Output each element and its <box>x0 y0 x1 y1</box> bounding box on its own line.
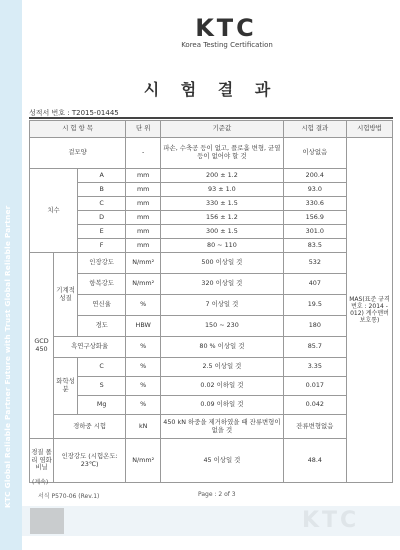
standard: 450 kN 하중을 제거하였을 때 잔류변형이 없을 것 <box>161 415 283 439</box>
standard: 156 ± 1.2 <box>161 211 283 225</box>
item: 연신율 <box>78 295 126 316</box>
table-row <box>30 138 393 169</box>
side-band <box>0 0 22 550</box>
ktc-logo: KTC <box>195 14 257 42</box>
unit: N/mm² <box>126 253 161 274</box>
mechanical-label: 기계적 성질 <box>54 253 78 337</box>
unit: mm <box>126 183 161 197</box>
dimension-sub: B <box>78 183 126 197</box>
standard: 80 ~ 110 <box>161 239 283 253</box>
table-row <box>30 439 393 483</box>
standard: 200 ± 1.2 <box>161 169 283 183</box>
table-row <box>30 169 393 183</box>
ktc-watermark: KTC <box>302 508 360 533</box>
header-method: 시험방법 <box>347 121 393 138</box>
standard: 파손, 수축공 등이 없고, 플로흘 변형, 균열 등이 없어야 할 것 <box>161 138 283 169</box>
result: 48.4 <box>283 439 346 483</box>
unit: HBW <box>126 316 161 337</box>
result: 301.0 <box>283 225 346 239</box>
standard: 320 이상일 것 <box>161 274 283 295</box>
table-header-row <box>30 121 393 138</box>
table-row <box>30 316 393 337</box>
unit: mm <box>126 197 161 211</box>
continued-note: (계속) <box>32 479 49 486</box>
standard: 0.02 이하일 것 <box>161 377 283 396</box>
result: 156.9 <box>283 211 346 225</box>
unit: mm <box>126 225 161 239</box>
chemical-label: 화학성 분 <box>54 358 78 415</box>
unit: - <box>126 138 161 169</box>
result: 83.5 <box>283 239 346 253</box>
item-load: 경하중 시험 <box>54 415 126 439</box>
form-number: 서식 P570-06 (Rev.1) <box>38 493 100 500</box>
item-tensile: 인장강도 (시험온도: 23℃) <box>54 439 126 483</box>
result: 330.6 <box>283 197 346 211</box>
dimension-sub: D <box>78 211 126 225</box>
unit: % <box>126 396 161 415</box>
standard: 80 % 이상일 것 <box>161 337 283 358</box>
table-row <box>30 396 393 415</box>
result: 407 <box>283 274 346 295</box>
header-result: 시험 결과 <box>283 121 346 138</box>
dimension-sub: F <box>78 239 126 253</box>
standard: 330 ± 1.5 <box>161 197 283 211</box>
result: 3.35 <box>283 358 346 377</box>
item: 항복강도 <box>78 274 126 295</box>
unit: % <box>126 337 161 358</box>
standard: 500 이상일 것 <box>161 253 283 274</box>
method-cell: MAS(표준 규격 번호 : 2014 - 012) 계수맨버 보호통) <box>347 138 393 483</box>
header-rule <box>29 117 393 119</box>
table-row <box>30 337 393 358</box>
standard: 150 ~ 230 <box>161 316 283 337</box>
item: Mg <box>78 396 126 415</box>
table-row <box>30 239 393 253</box>
table-row <box>30 377 393 396</box>
standard: 93 ± 1.0 <box>161 183 283 197</box>
result: 이상없음 <box>283 138 346 169</box>
report-number: 성적서 번호 : T2015-01445 <box>29 109 119 117</box>
unit: % <box>126 358 161 377</box>
page-number: Page : 2 of 3 <box>198 491 236 498</box>
logo-subtitle: Korea Testing Certification <box>181 41 273 49</box>
unit: % <box>126 295 161 316</box>
table-row <box>30 225 393 239</box>
side-band-text: KTC Global Reliable Partner Future with Trust Global Reliable Partner <box>3 205 12 508</box>
item-appearance: 겉모양 <box>30 138 126 169</box>
table-row <box>30 295 393 316</box>
table-row <box>30 211 393 225</box>
result: 200.4 <box>283 169 346 183</box>
header-item: 시 험 항 목 <box>30 121 126 138</box>
result: 19.5 <box>283 295 346 316</box>
result: 532 <box>283 253 346 274</box>
unit: mm <box>126 211 161 225</box>
unit: % <box>126 377 161 396</box>
stamp-image <box>30 508 64 534</box>
standard: 45 이상일 것 <box>161 439 283 483</box>
item: C <box>78 358 126 377</box>
table-row <box>30 253 393 274</box>
dimension-sub: A <box>78 169 126 183</box>
table-row <box>30 183 393 197</box>
document-page <box>22 0 400 550</box>
item: 인장강도 <box>78 253 126 274</box>
dimension-sub: C <box>78 197 126 211</box>
results-table <box>29 120 393 483</box>
standard: 0.09 이하일 것 <box>161 396 283 415</box>
item: 경도 <box>78 316 126 337</box>
table-row <box>30 358 393 377</box>
result: 잔류변형없음 <box>283 415 346 439</box>
unit: kN <box>126 415 161 439</box>
standard: 300 ± 1.5 <box>161 225 283 239</box>
gcd-label: GCD 450 <box>30 253 54 439</box>
item: S <box>78 377 126 396</box>
result: 0.017 <box>283 377 346 396</box>
result: 180 <box>283 316 346 337</box>
table-row <box>30 274 393 295</box>
result: 85.7 <box>283 337 346 358</box>
standard: 2.5 이상일 것 <box>161 358 283 377</box>
item-graphite: 흑연구상화율 <box>54 337 126 358</box>
table-row <box>30 197 393 211</box>
unit: N/mm² <box>126 439 161 483</box>
unit: mm <box>126 169 161 183</box>
result: 93.0 <box>283 183 346 197</box>
result: 0.042 <box>283 396 346 415</box>
dimension-sub: E <box>78 225 126 239</box>
header-standard: 기준값 <box>161 121 283 138</box>
table-row <box>30 415 393 439</box>
hardening-label: 경질 폴리 염화 비닐 <box>30 439 54 483</box>
dimension-label: 치수 <box>30 169 78 253</box>
header-unit: 단 위 <box>126 121 161 138</box>
unit: N/mm² <box>126 274 161 295</box>
page-title: 시 험 결 과 <box>143 80 279 99</box>
standard: 7 이상일 것 <box>161 295 283 316</box>
unit: mm <box>126 239 161 253</box>
